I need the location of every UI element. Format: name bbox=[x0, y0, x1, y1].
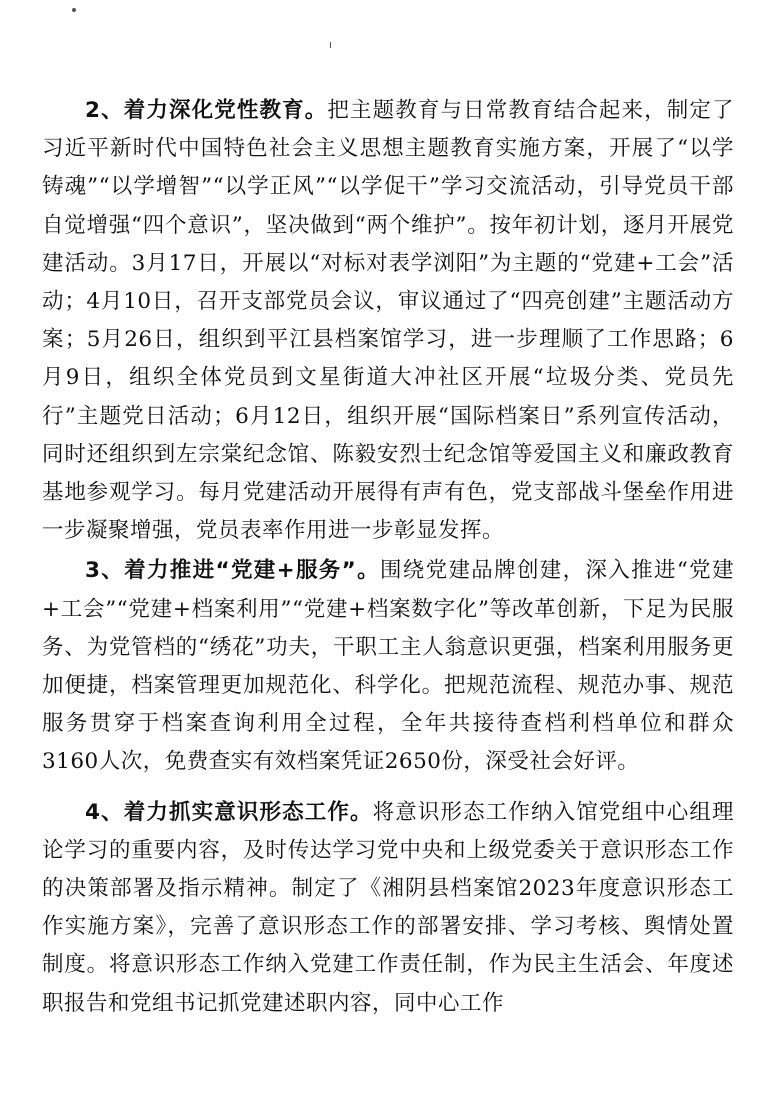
paragraph-heading: 4、着力抓实意识形态工作。 bbox=[85, 799, 373, 825]
document-body bbox=[42, 88, 734, 1023]
paragraph-text: 将意识形态工作纳入馆党组中心组理论学习的重要内容，及时传达学习党中央和上级党委关于意识形态工作的决策部署及指示精神。制定了《湘阴县档案馆2023年度意识形态工作实施方案》，完善了意识形态工作的部署安排、学习考核、舆情处置制度。将意识形态工作纳入党建工作责任制，作为民主生活会、年度述职报告和党组书记抓党建述职内容，同中心工作 bbox=[42, 799, 734, 1016]
paragraph-ideology-work bbox=[42, 794, 734, 1023]
paragraph-text: 把主题教育与日常教育结合起来，制定了习近平新时代中国特色社会主义思想主题教育实施方案，开展了“以学铸魂”“以学增智”“以学正风”“以学促干”学习交流活动，引导党员干部自觉增强“四个意识”，坚决做到“两个维护”。按年初计划，逐月开展党建活动。3月17日，开展以“对标对表学浏阳”为主题的“党建+工会”活动；4月10日，召开支部党员会议，审议通过了“四亮创建”主题活动方案；5月26日，组织到平江县档案馆学习，进一步理顺了工作思路；6月9日，组织全体党员到文星街道大冲社区开展“垃圾分类、党员先行”主题党日活动；6月12日，组织开展“国际档案日”系列宣传活动，同时还组织到左宗棠纪念馆、陈毅安烈士纪念馆等爱国主义和廉政教育基地参观学习。每月党建活动开展得有声有色，党支部战斗堡垒作用进一步凝聚增强，党员表率作用进一步彰显发挥。 bbox=[42, 98, 734, 544]
paragraph-text: 围绕党建品牌创建，深入推进“党建+工会”“党建+档案利用”“党建+档案数字化”等改革创新，下足为民服务、为党管档的“绣花”功夫，干职工主人翁意识更强，档案利用服务更加便捷，档案管理更加规范化、科学化。把规范流程、规范办事、规范服务贯穿于档案查询利用全过程，全年共接待查档利档单位和群众3160人次，免费查实有效档案凭证2650份，深受社会好评。 bbox=[42, 558, 734, 775]
paragraph-party-education bbox=[42, 92, 734, 550]
paragraph-heading: 2、着力深化党性教育。 bbox=[85, 98, 328, 123]
scan-speck bbox=[330, 42, 331, 48]
paragraph-party-building-service bbox=[42, 552, 734, 781]
scan-speck bbox=[72, 8, 76, 12]
paragraph-heading: 3、着力推进“党建+服务”。 bbox=[85, 558, 380, 584]
